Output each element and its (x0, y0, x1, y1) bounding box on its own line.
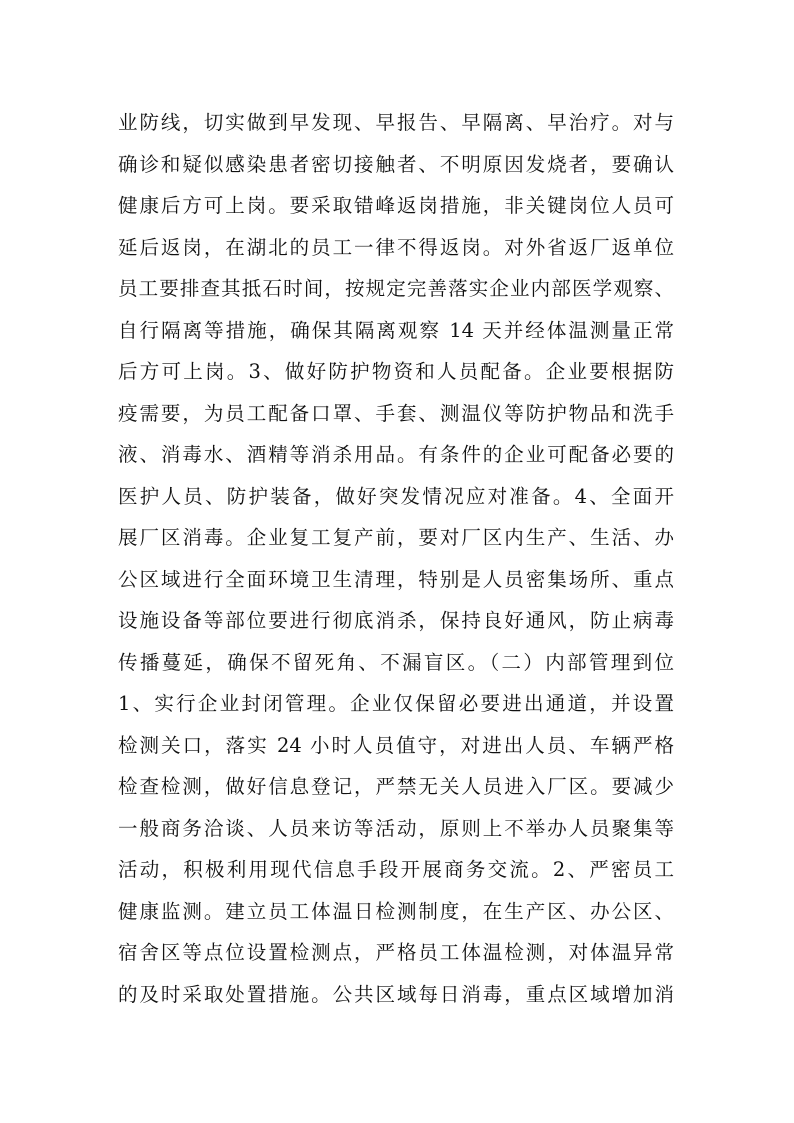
text-line: 一般商务洽谈、人员来访等活动，原则上不举办人员聚集等 (118, 816, 674, 840)
text-line: 医护人员、防护装备，做好突发情况应对准备。4、全面开 (118, 484, 674, 508)
text-line: 1、实行企业封闭管理。企业仅保留必要进出通道，并设置 (118, 692, 674, 715)
text-line: 健康后方可上岗。要采取错峰返岗措施，非关键岗位人员可 (118, 194, 674, 217)
text-line: 延后返岗，在湖北的员工一律不得返岗。对外省返厂返单位 (118, 235, 674, 259)
text-line: 后方可上岗。3、做好防护物资和人员配备。企业要根据防 (118, 360, 674, 383)
text-line: 健康监测。建立员工体温日检测制度，在生产区、办公区、 (118, 899, 674, 923)
text-line: 活动，积极利用现代信息手段开展商务交流。2、严密员工 (118, 858, 674, 881)
text-line: 液、消毒水、酒精等消杀用品。有条件的企业可配备必要的 (118, 443, 674, 466)
text-line: 确诊和疑似感染患者密切接触者、不明原因发烧者，要确认 (118, 152, 674, 176)
text-line: 检测关口，落实 24 小时人员值守，对进出人员、车辆严格 (118, 733, 674, 757)
text-line: 展厂区消毒。企业复工复产前，要对厂区内生产、生活、办 (118, 526, 674, 549)
text-line: 检查检测，做好信息登记，严禁无关人员进入厂区。要减少 (118, 775, 674, 798)
text-line: 传播蔓延，确保不留死角、不漏盲区。（二）内部管理到位 (118, 650, 674, 674)
text-line: 员工要排查其抵石时间，按规定完善落实企业内部医学观察、 (118, 277, 674, 300)
text-line: 设施设备等部位要进行彻底消杀，保持良好通风，防止病毒 (118, 609, 674, 632)
body-text (118, 102, 674, 1015)
text-line: 的及时采取处置措施。公共区域每日消毒，重点区域增加消 (118, 982, 674, 1006)
text-line: 自行隔离等措施，确保其隔离观察 14 天并经体温测量正常 (118, 318, 674, 342)
text-line: 宿舍区等点位设置检测点，严格员工体温检测，对体温异常 (118, 941, 674, 964)
text-line: 公区域进行全面环境卫生清理，特别是人员密集场所、重点 (118, 567, 674, 591)
text-line: 业防线，切实做到早发现、早报告、早隔离、早治疗。对与 (118, 111, 674, 134)
text-line: 疫需要，为员工配备口罩、手套、测温仪等防护物品和洗手 (118, 401, 674, 425)
